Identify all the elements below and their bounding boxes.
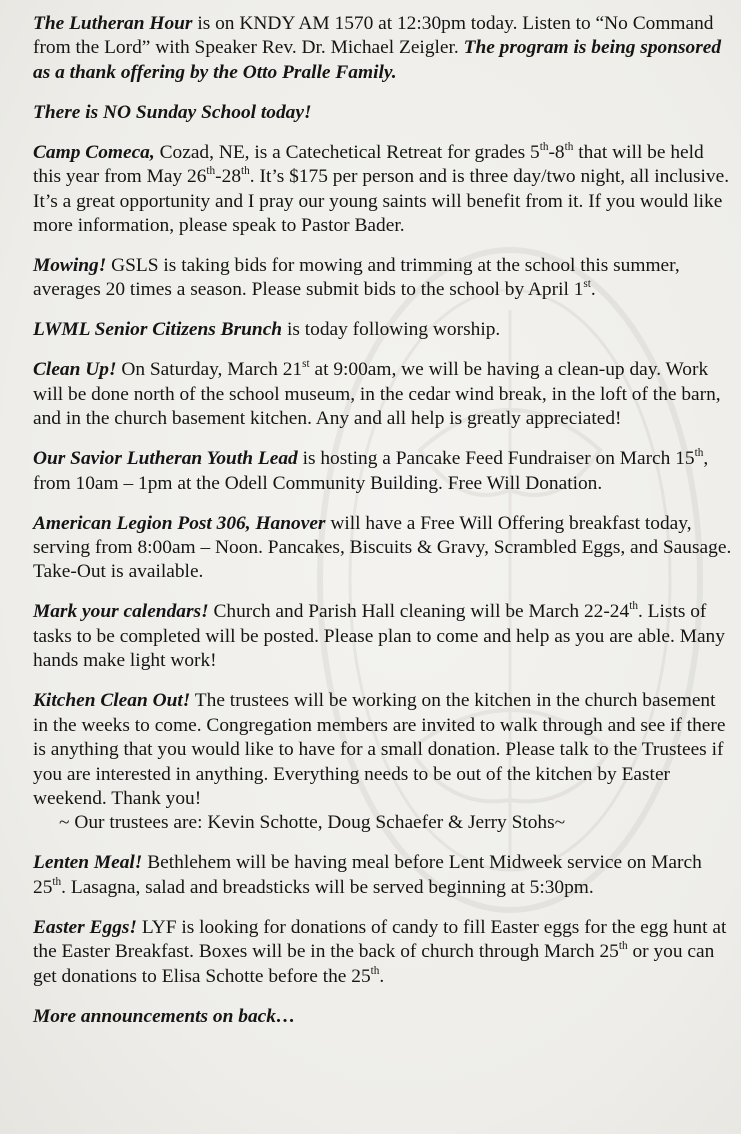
announcement-text: is on KNDY AM 1570 at 12:30pm today. Listen to “No Command from the Lord” with Speaker Rev. Dr. Michael Zeigler. bbox=[33, 13, 714, 59]
announcement-text: that will be held this year from May 26 bbox=[33, 141, 704, 188]
camp-comeca-announcement bbox=[33, 141, 733, 239]
mowing-announcement bbox=[33, 254, 733, 303]
announcement-text: is today following worship. bbox=[282, 319, 501, 341]
announcement-text: . It’s $175 per person and is three day/two night, all inclusive. It’s a great opportunity and I pray our young saints will benefit from it. If you would like more information, please speak to Pastor Bader. bbox=[33, 166, 730, 237]
more-announcements-note bbox=[33, 1005, 733, 1029]
announcement-heading: Kitchen Clean Out! bbox=[33, 690, 191, 712]
announcement-text: GSLS is taking bids for mowing and trimming at the school this summer, averages 20 times a season. Please submit bids to the school by April 1 bbox=[33, 255, 680, 301]
clean-up-announcement bbox=[33, 358, 733, 431]
legion-announcement bbox=[33, 512, 733, 585]
announcement-text: Bethlehem will be having meal before Lent Midweek service on March 25 bbox=[33, 852, 702, 898]
sunday-school-announcement bbox=[33, 101, 733, 125]
calendars-announcement bbox=[33, 600, 733, 673]
announcement-text: , from 10am – 1pm at the Odell Community Building. Free Will Donation. bbox=[33, 448, 709, 494]
announcement-text: . bbox=[590, 279, 596, 301]
announcement-text: The trustees will be working on the kitchen in the church basement in the weeks to come. Congregation members are invited to walk through and see if there is anything that you would like to have for a small donation. Please talk to the Trustees if you are interested in anything. Everything needs to be out of the kitchen by Easter weekend. Thank you! bbox=[33, 690, 726, 809]
ordinal-suffix: th bbox=[52, 875, 62, 888]
sponsor-note: The program is being sponsored as a thank offering by the Otto Pralle Family. bbox=[33, 37, 722, 83]
announcement-heading: More announcements on back… bbox=[33, 1005, 296, 1027]
announcement-text: -28 bbox=[215, 166, 242, 188]
announcement-text: at 9:00am, we will be having a clean-up day. Work will be done north of the school museum, in the cedar wind break, in the loft of the barn, and in the church basement kitchen. Any and all help is greatly appreciated! bbox=[33, 359, 721, 430]
announcement-heading: Easter Eggs! bbox=[33, 916, 137, 938]
announcement-heading: Clean Up! bbox=[33, 359, 117, 381]
announcement-heading: Lenten Meal! bbox=[33, 852, 143, 874]
announcement-heading: Camp Comeca, bbox=[33, 141, 155, 163]
ordinal-suffix: st bbox=[583, 278, 591, 291]
announcement-text: -8 bbox=[548, 141, 565, 163]
lwml-announcement bbox=[33, 318, 733, 342]
announcement-text: Church and Parish Hall cleaning will be March 22-24 bbox=[208, 601, 630, 623]
announcement-text: . Lists of tasks to be completed will be posted. Please plan to come and help as you are able. Many hands make light work! bbox=[33, 601, 725, 672]
announcement-text: On Saturday, March 21 bbox=[116, 359, 303, 381]
ordinal-suffix: th bbox=[629, 600, 638, 613]
ordinal-suffix: th bbox=[694, 447, 704, 460]
lenten-meal-announcement bbox=[33, 851, 733, 900]
announcements bbox=[33, 12, 733, 1045]
announcement-heading: The Lutheran Hour bbox=[33, 13, 193, 34]
ordinal-suffix: th bbox=[618, 940, 628, 953]
ordinal-suffix: th bbox=[206, 165, 216, 178]
announcement-text: . Lasagna, salad and breadsticks will be served beginning at 5:30pm. bbox=[61, 876, 594, 898]
announcement-heading: Mark your calendars! bbox=[33, 601, 209, 623]
youth-lead-announcement bbox=[33, 447, 733, 496]
announcement-text: Cozad, NE, is a Catechetical Retreat for grades 5 bbox=[154, 141, 540, 163]
announcement-heading: There is NO Sunday School today! bbox=[33, 101, 312, 123]
announcement-text: LYF is looking for donations of candy to fill Easter eggs for the egg hunt at the Easter Breakfast. Boxes will be in the back of church through March 25 bbox=[33, 916, 727, 963]
ordinal-suffix: st bbox=[302, 358, 310, 371]
ordinal-suffix: th bbox=[241, 165, 250, 178]
easter-eggs-announcement bbox=[33, 916, 733, 989]
announcement-text: is hosting a Pancake Feed Fundraiser on March 15 bbox=[297, 448, 695, 470]
announcement-text: . bbox=[379, 965, 385, 987]
ordinal-suffix: th bbox=[370, 964, 380, 977]
lutheran-hour-announcement bbox=[33, 12, 733, 85]
ordinal-suffix: th bbox=[564, 140, 574, 153]
announcement-heading: American Legion Post 306, Hanover bbox=[33, 512, 326, 534]
announcement-text: will have a Free Will Offering breakfast today, serving from 8:00am – Noon. Pancakes, Biscuits & Gravy, Scrambled Eggs, and Sausage. Take-Out is available. bbox=[33, 512, 732, 583]
announcement-heading: LWML Senior Citizens Brunch bbox=[33, 319, 283, 341]
announcement-heading: Our Savior Lutheran Youth Lead bbox=[33, 448, 298, 470]
announcement-text: or you can get donations to Elisa Schotte before the 25 bbox=[33, 941, 715, 987]
trustees-line: ~ Our trustees are: Kevin Schotte, Doug Schaefer & Jerry Stohs~ bbox=[59, 812, 566, 834]
kitchen-announcement bbox=[33, 689, 733, 835]
ordinal-suffix: th bbox=[539, 140, 549, 153]
announcement-heading: Mowing! bbox=[33, 255, 107, 277]
